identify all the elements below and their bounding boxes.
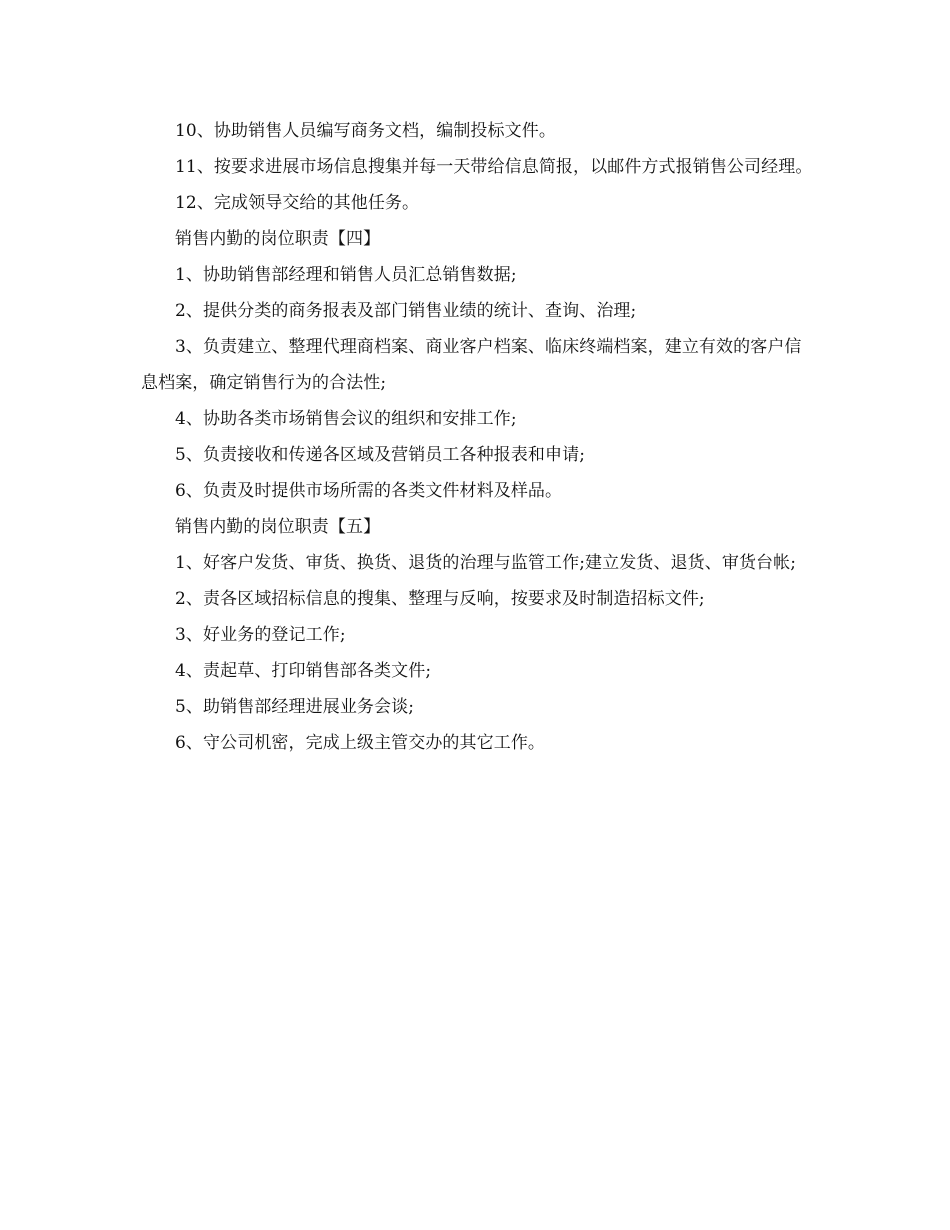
paragraph-section5-item-1: 1、好客户发货、审货、换货、退货的治理与监管工作;建立发货、退货、审货台帐; — [175, 553, 797, 573]
paragraph-item-12: 12、完成领导交给的其他任务。 — [175, 193, 420, 213]
paragraph-section4-item-2: 2、提供分类的商务报表及部门销售业绩的统计、查询、治理; — [175, 301, 637, 321]
paragraph-section5-item-5: 5、助销售部经理进展业务会谈; — [175, 697, 415, 717]
paragraph-section4-item-6: 6、负责及时提供市场所需的各类文件材料及样品。 — [175, 481, 563, 501]
paragraph-item-10: 10、协助销售人员编写商务文档，编制投标文件。 — [175, 121, 556, 141]
section-heading-five: 销售内勤的岗位职责【五】 — [175, 517, 381, 537]
paragraph-section4-item-4: 4、协助各类市场销售会议的组织和安排工作; — [175, 409, 517, 429]
paragraph-section5-item-2: 2、责各区域招标信息的搜集、整理与反响，按要求及时制造招标文件; — [175, 589, 705, 609]
section-heading-four: 销售内勤的岗位职责【四】 — [175, 229, 381, 249]
document-body — [141, 113, 813, 761]
paragraph-section4-item-3: 3、负责建立、整理代理商档案、商业客户档案、临床终端档案，建立有效的客户信息档案，确定销售行为的合法性; — [141, 337, 802, 393]
paragraph-section5-item-6: 6、守公司机密，完成上级主管交办的其它工作。 — [175, 733, 546, 753]
paragraph-item-11: 11、按要求进展市场信息搜集并每一天带给信息简报，以邮件方式报销售公司经理。 — [175, 157, 813, 177]
paragraph-section4-item-1: 1、协助销售部经理和销售人员汇总销售数据; — [175, 265, 517, 285]
paragraph-section5-item-3: 3、好业务的登记工作; — [175, 625, 346, 645]
paragraph-section4-item-5: 5、负责接收和传递各区域及营销员工各种报表和申请; — [175, 445, 586, 465]
paragraph-section5-item-4: 4、责起草、打印销售部各类文件; — [175, 661, 432, 681]
